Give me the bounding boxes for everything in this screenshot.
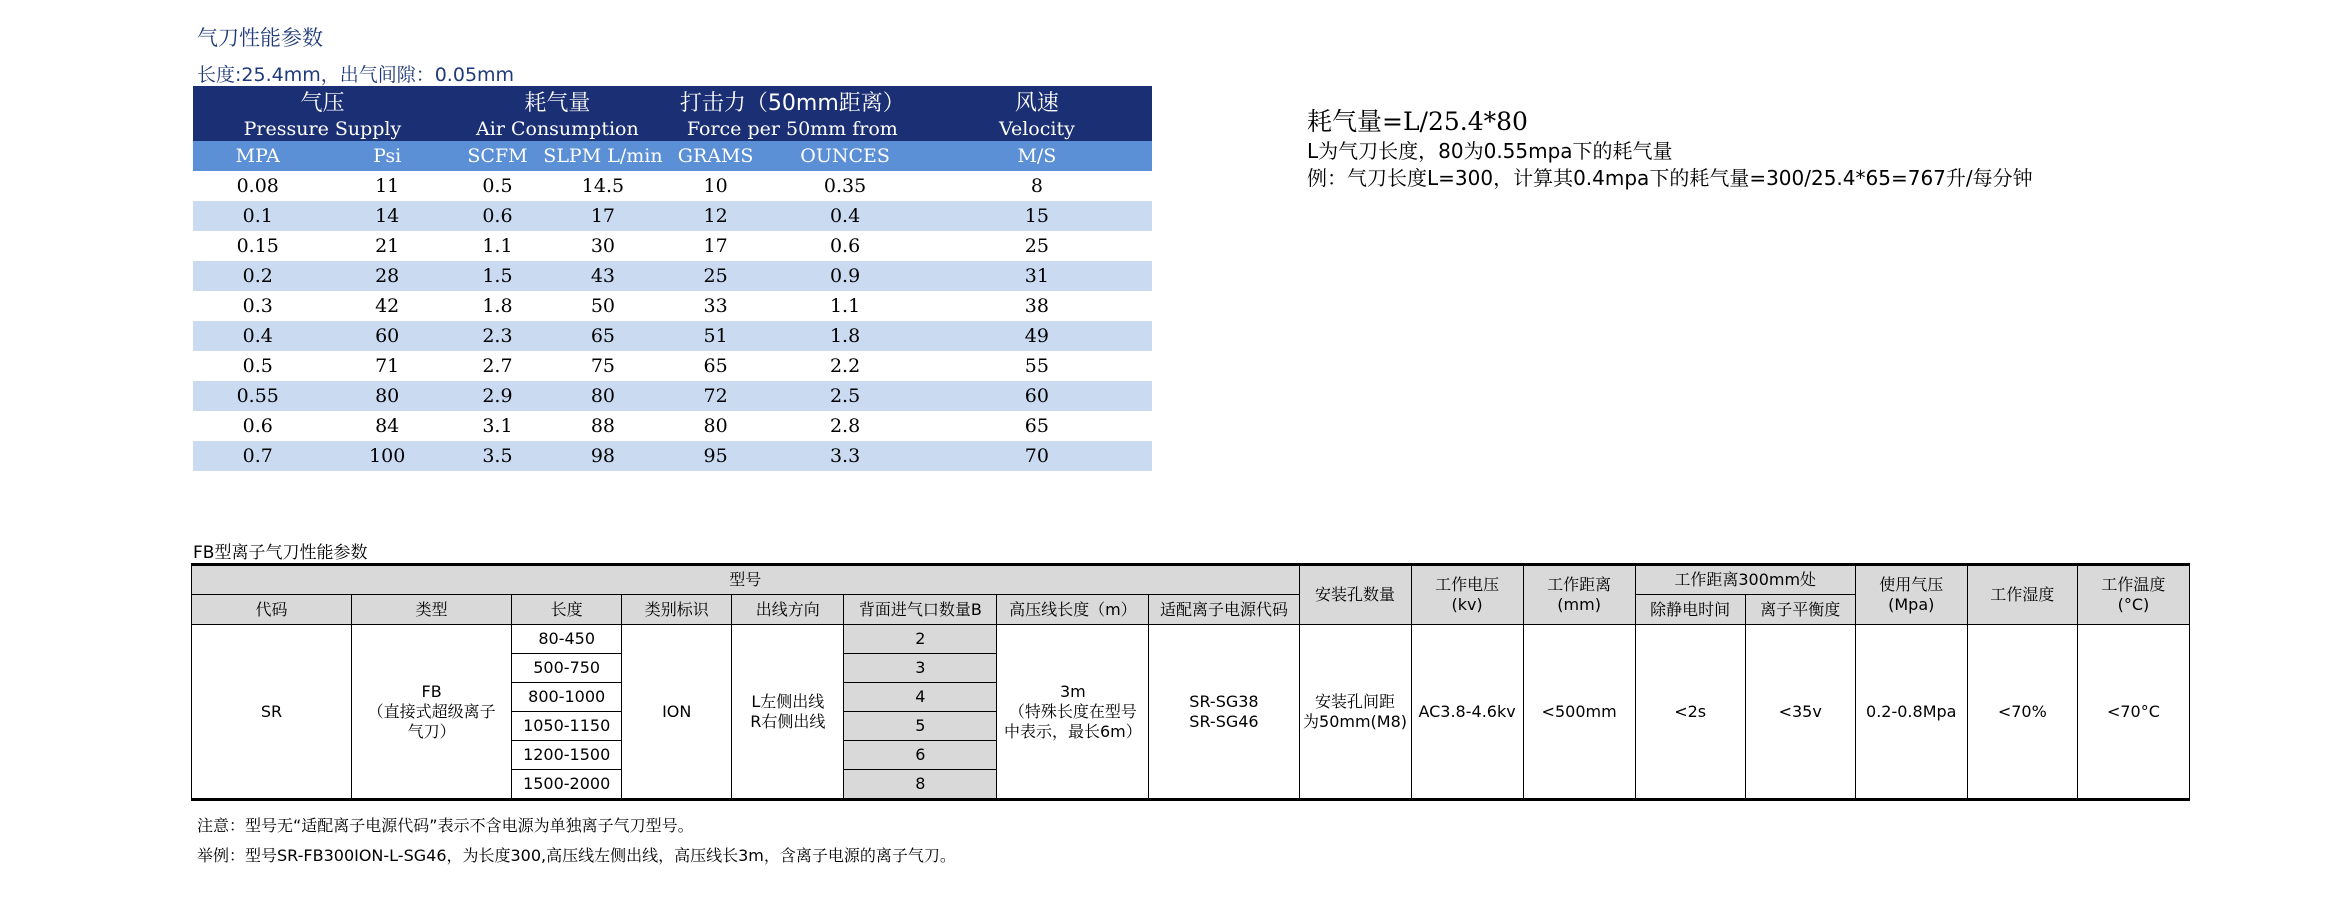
cell-humidity: <70% bbox=[1967, 625, 2077, 800]
group-force: 打击力（50mm距离） bbox=[663, 86, 922, 117]
airknife-cell: 0.6 bbox=[452, 201, 543, 231]
cell-inlet: 4 bbox=[844, 683, 997, 712]
group-pressure: 气压 bbox=[193, 86, 452, 117]
airknife-cell: 65 bbox=[543, 321, 663, 351]
cell-psu-code: SR-SG38 SR-SG46 bbox=[1149, 625, 1299, 800]
cell-ion-balance: <35v bbox=[1745, 625, 1855, 800]
airknife-unit-header bbox=[193, 141, 1152, 171]
airknife-row bbox=[193, 261, 1152, 291]
airknife-cell: 17 bbox=[703, 235, 728, 257]
airknife-row bbox=[193, 381, 1152, 411]
airknife-row bbox=[193, 231, 1152, 261]
cell-length: 800-1000 bbox=[512, 683, 622, 712]
airknife-cell: 1.1 bbox=[482, 235, 513, 257]
airknife-cell: 49 bbox=[922, 321, 1152, 351]
cell-type: FB （直接式超级离子 气刀） bbox=[352, 625, 512, 800]
airknife-cell: 95 bbox=[663, 441, 768, 471]
airknife-cell: 71 bbox=[375, 355, 400, 377]
airknife-cell: 2.5 bbox=[768, 381, 921, 411]
cell-class: ION bbox=[622, 625, 732, 800]
airknife-row bbox=[193, 171, 1152, 201]
unit-header: Psi bbox=[322, 141, 451, 171]
header-ion-balance: 离子平衡度 bbox=[1745, 595, 1855, 625]
airknife-cell: 88 bbox=[590, 415, 616, 437]
header-mount-holes: 安装孔数量 bbox=[1299, 565, 1411, 625]
airknife-cell: 0.3 bbox=[242, 295, 273, 317]
airknife-cell: 1.5 bbox=[452, 261, 543, 291]
airknife-group-header bbox=[193, 86, 1152, 117]
airknife-cell: 0.6 bbox=[829, 235, 861, 257]
airknife-cell: 100 bbox=[322, 441, 451, 471]
airknife-cell: 72 bbox=[663, 381, 768, 411]
cell-hv-length: 3m （特殊长度在型号 中表示，最长6m） bbox=[997, 625, 1149, 800]
airknife-cell: 1.1 bbox=[829, 295, 861, 317]
cell-distance: <500mm bbox=[1523, 625, 1635, 800]
cell-inlet: 3 bbox=[844, 654, 997, 683]
airknife-row bbox=[193, 411, 1152, 441]
group-consumption: 耗气量 bbox=[452, 86, 663, 117]
cell-inlet: 6 bbox=[844, 741, 997, 770]
airknife-cell: 98 bbox=[543, 441, 663, 471]
cell-inlet: 8 bbox=[844, 770, 997, 800]
airknife-cell: 42 bbox=[375, 295, 400, 317]
airknife-cell: 0.2 bbox=[193, 261, 322, 291]
cell-length: 1200-1500 bbox=[512, 741, 622, 770]
header-pressure: 使用气压 (Mpa) bbox=[1855, 565, 1967, 625]
formula-main: 耗气量=L/25.4*80 bbox=[1307, 107, 1528, 136]
airknife-cell: 51 bbox=[663, 321, 768, 351]
group-velocity-en: Velocity bbox=[922, 117, 1152, 141]
fb-example: 举例：型号SR-FB300ION-L-SG46，为长度300,高压线左侧出线，高压线长3m，含离子电源的离子气刀。 bbox=[197, 846, 956, 865]
group-pressure-en: Pressure Supply bbox=[193, 117, 452, 141]
group-velocity: 风速 bbox=[922, 86, 1152, 117]
airknife-cell: 30 bbox=[590, 235, 616, 257]
airknife-cell: 0.5 bbox=[242, 355, 273, 377]
airknife-table bbox=[193, 86, 1152, 471]
airknife-cell: 0.08 bbox=[236, 175, 279, 197]
airknife-cell: 25 bbox=[663, 261, 768, 291]
airknife-cell: 2.9 bbox=[452, 381, 543, 411]
airknife-cell: 15 bbox=[922, 201, 1152, 231]
airknife-cell: 0.35 bbox=[823, 175, 867, 197]
airknife-cell: 1.8 bbox=[768, 321, 921, 351]
airknife-cell: 2.2 bbox=[829, 355, 861, 377]
cell-pressure: 0.2-0.8Mpa bbox=[1855, 625, 1967, 800]
airknife-cell: 33 bbox=[703, 295, 728, 317]
airknife-cell: 3.5 bbox=[452, 441, 543, 471]
airknife-cell: 8 bbox=[1030, 175, 1043, 197]
cell-voltage: AC3.8-4.6kv bbox=[1411, 625, 1523, 800]
airknife-cell: 0.1 bbox=[193, 201, 322, 231]
airknife-cell: 17 bbox=[543, 201, 663, 231]
airknife-cell: 0.6 bbox=[242, 415, 273, 437]
group-consumption-en: Air Consumption bbox=[452, 117, 663, 141]
unit-header: GRAMS bbox=[663, 141, 768, 171]
header-outlet: 出线方向 bbox=[732, 595, 844, 625]
cell-length: 500-750 bbox=[512, 654, 622, 683]
cell-code: SR bbox=[192, 625, 352, 800]
formula-line1: L为气刀长度，80为0.55mpa下的耗气量 bbox=[1307, 139, 1673, 163]
airknife-cell: 0.9 bbox=[768, 261, 921, 291]
airknife-row bbox=[193, 291, 1152, 321]
airknife-row bbox=[193, 201, 1152, 231]
airknife-cell: 55 bbox=[1024, 355, 1049, 377]
airknife-cell: 38 bbox=[1024, 295, 1049, 317]
header-psu-code: 适配离子电源代码 bbox=[1149, 595, 1299, 625]
fb-title: FB型离子气刀性能参数 bbox=[193, 543, 368, 563]
cell-temp: <70°C bbox=[2077, 625, 2189, 800]
airknife-cell: 60 bbox=[922, 381, 1152, 411]
airknife-cell: 50 bbox=[590, 295, 616, 317]
airknife-cell: 28 bbox=[322, 261, 451, 291]
header-dist300: 工作距离300mm处 bbox=[1635, 565, 1855, 595]
airknife-cell: 11 bbox=[375, 175, 400, 197]
fb-note: 注意：型号无“适配离子电源代码”表示不含电源为单独离子气刀型号。 bbox=[197, 816, 694, 835]
airknife-row bbox=[193, 321, 1152, 351]
airknife-cell: 14.5 bbox=[581, 175, 625, 197]
cell-length: 1500-2000 bbox=[512, 770, 622, 800]
airknife-cell: 25 bbox=[1024, 235, 1049, 257]
cell-static-time: <2s bbox=[1635, 625, 1745, 800]
airknife-cell: 0.55 bbox=[193, 381, 322, 411]
airknife-cell: 65 bbox=[1024, 415, 1049, 437]
header-static-time: 除静电时间 bbox=[1635, 595, 1745, 625]
airknife-cell: 75 bbox=[590, 355, 616, 377]
header-type: 类型 bbox=[352, 595, 512, 625]
cell-inlet: 2 bbox=[844, 625, 997, 654]
cell-mount-holes: 安装孔间距 为50mm(M8) bbox=[1299, 625, 1411, 800]
cell-outlet: L左侧出线 R右侧出线 bbox=[732, 625, 844, 800]
airknife-cell: 84 bbox=[375, 415, 400, 437]
unit-header: M/S bbox=[922, 141, 1152, 171]
header-voltage: 工作电压 (kv) bbox=[1411, 565, 1523, 625]
airknife-cell: 65 bbox=[703, 355, 728, 377]
formula-example: 例：气刀长度L=300，计算其0.4mpa下的耗气量=300/25.4*65=767升/每分钟 bbox=[1307, 166, 2033, 190]
cell-length: 1050-1150 bbox=[512, 712, 622, 741]
airknife-cell: 80 bbox=[543, 381, 663, 411]
airknife-cell: 43 bbox=[543, 261, 663, 291]
airknife-cell: 60 bbox=[322, 321, 451, 351]
airknife-cell: 3.1 bbox=[482, 415, 513, 437]
airknife-cell: 0.4 bbox=[768, 201, 921, 231]
cell-inlet: 5 bbox=[844, 712, 997, 741]
unit-header: SCFM bbox=[452, 141, 543, 171]
airknife-cell: 12 bbox=[663, 201, 768, 231]
unit-header: SLPM L/min bbox=[543, 141, 663, 171]
airknife-cell: 0.4 bbox=[193, 321, 322, 351]
airknife-cell: 0.7 bbox=[193, 441, 322, 471]
header-back-inlet: 背面进气口数量B bbox=[844, 595, 997, 625]
header-code: 代码 bbox=[192, 595, 352, 625]
airknife-row bbox=[193, 351, 1152, 381]
airknife-cell: 2.3 bbox=[452, 321, 543, 351]
unit-header: OUNCES bbox=[768, 141, 921, 171]
fb-spec-table bbox=[191, 563, 2190, 801]
header-hv-length: 高压线长度（m） bbox=[997, 595, 1149, 625]
airknife-cell: 80 bbox=[322, 381, 451, 411]
header-temp: 工作温度 (°C) bbox=[2077, 565, 2189, 625]
airknife-cell: 0.15 bbox=[236, 235, 279, 257]
airknife-group-header-en bbox=[193, 117, 1152, 141]
airknife-row bbox=[193, 441, 1152, 471]
airknife-cell: 21 bbox=[375, 235, 400, 257]
airknife-cell: 80 bbox=[703, 415, 728, 437]
header-length: 长度 bbox=[512, 595, 622, 625]
group-force-en: Force per 50mm from bbox=[663, 117, 922, 141]
airknife-table-body bbox=[193, 171, 1152, 471]
airknife-cell: 2.8 bbox=[829, 415, 861, 437]
cell-length: 80-450 bbox=[512, 625, 622, 654]
header-distance: 工作距离 (mm) bbox=[1523, 565, 1635, 625]
airknife-cell: 2.7 bbox=[482, 355, 513, 377]
airknife-cell: 14 bbox=[322, 201, 451, 231]
airknife-cell: 31 bbox=[922, 261, 1152, 291]
unit-header: MPA bbox=[193, 141, 322, 171]
airknife-cell: 70 bbox=[922, 441, 1152, 471]
airknife-cell: 3.3 bbox=[768, 441, 921, 471]
airknife-title: 气刀性能参数 bbox=[197, 26, 323, 50]
airknife-cell: 10 bbox=[703, 175, 728, 197]
header-model: 型号 bbox=[192, 565, 1300, 595]
airknife-subtitle: 长度:25.4mm，出气间隙：0.05mm bbox=[197, 64, 515, 86]
header-class: 类别标识 bbox=[622, 595, 732, 625]
header-humidity: 工作湿度 bbox=[1967, 565, 2077, 625]
airknife-cell: 1.8 bbox=[482, 295, 513, 317]
airknife-cell: 0.5 bbox=[482, 175, 513, 197]
